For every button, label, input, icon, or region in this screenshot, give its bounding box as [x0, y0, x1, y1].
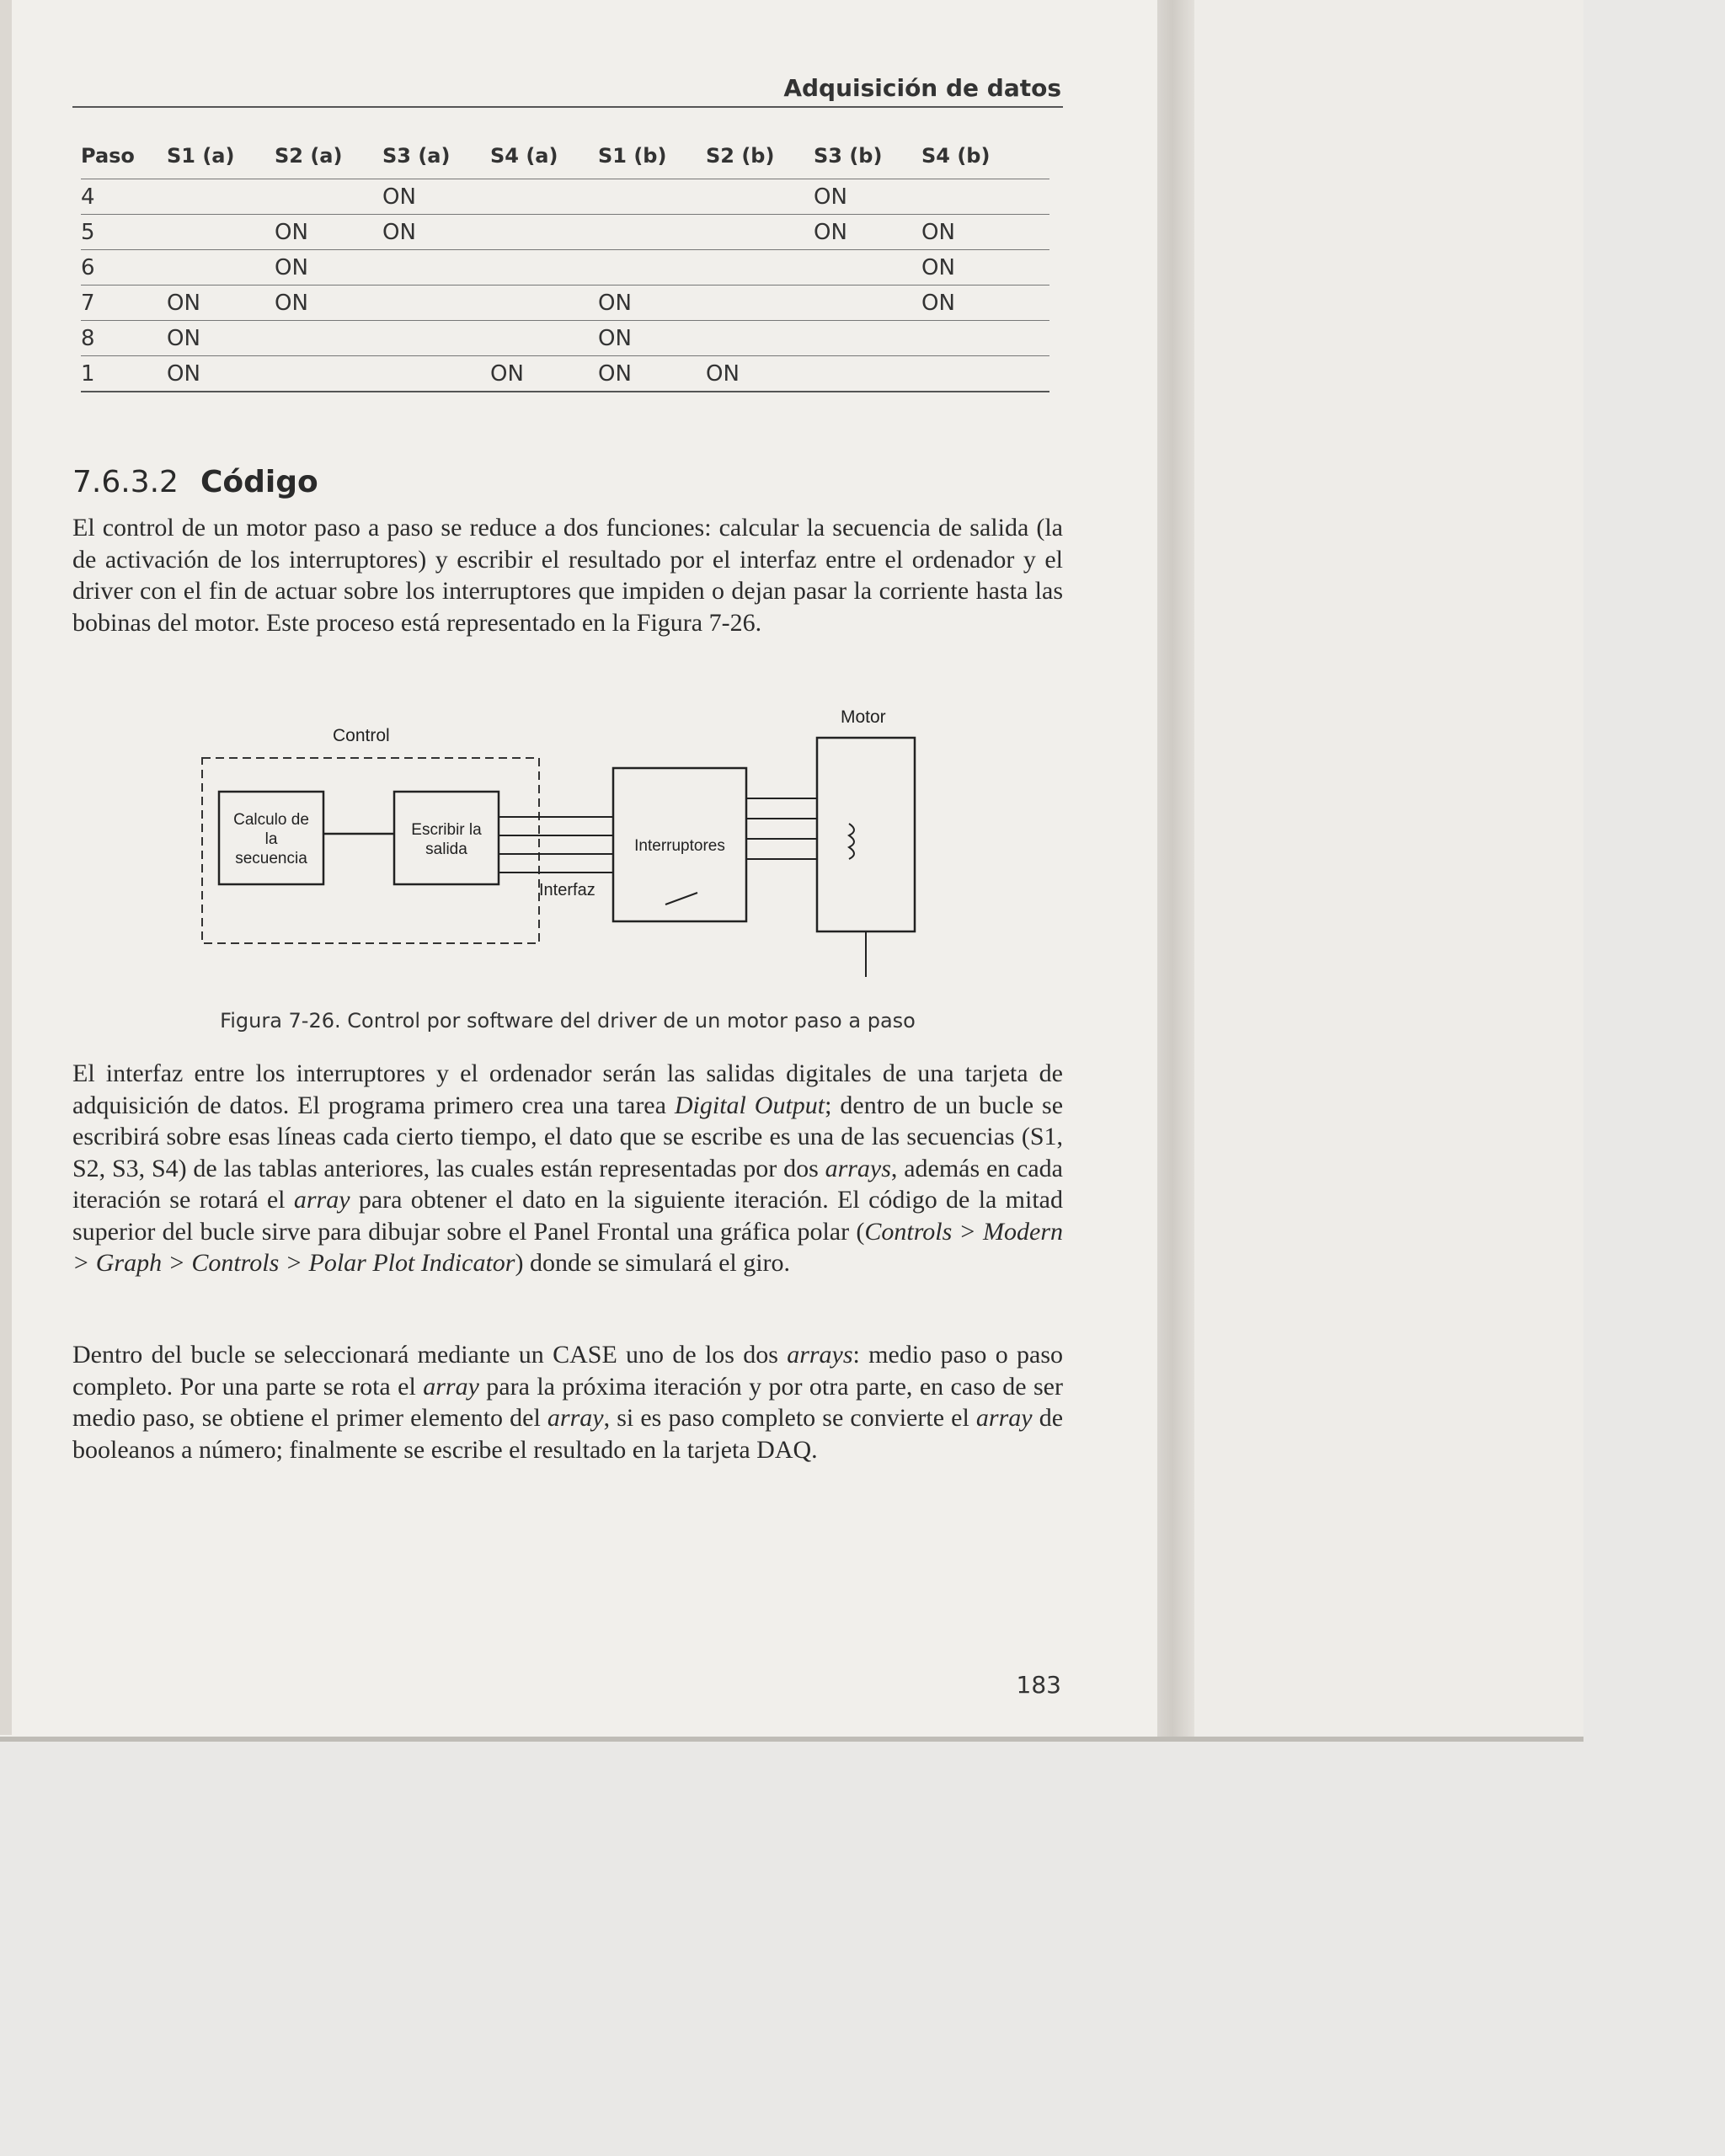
sequence-table: [81, 143, 1049, 392]
text-run: El interfaz entre los interruptores y el ordenador serán las salidas digitales de una tarjeta de adquisición de datos. El programa primero crea una tarea: [72, 1059, 1063, 1119]
table-cell: ON: [382, 179, 490, 215]
table-cell: 4: [81, 179, 167, 215]
table-cell: ON: [275, 215, 382, 250]
table-cell: [490, 321, 598, 356]
table-row: [81, 321, 1049, 356]
figure-caption: Figura 7-26. Control por software del driver de un motor paso a paso: [220, 1009, 916, 1033]
table-cell: [382, 250, 490, 286]
text-run: , además en cada iteración se rotará el: [72, 1154, 1063, 1214]
page-bottom-edge: [0, 1737, 1583, 1742]
write-label-line1: Escribir la: [411, 821, 482, 839]
table-row: [81, 215, 1049, 250]
column-header: S4 (a): [490, 144, 558, 168]
column-header: S4 (b): [921, 144, 991, 168]
italic-term: Digital Output: [674, 1091, 825, 1119]
table-cell: [382, 321, 490, 356]
column-header: S3 (a): [382, 144, 451, 168]
table-cell: ON: [167, 286, 275, 321]
switches-label: Interruptores: [634, 837, 725, 855]
text-run: : medio paso o paso completo. Por una parte se rota el: [72, 1341, 1063, 1401]
table-cell: ON: [275, 250, 382, 286]
table-cell: ON: [275, 286, 382, 321]
table-cell: ON: [382, 215, 490, 250]
table-cell: 7: [81, 286, 167, 321]
table-cell: ON: [921, 215, 1049, 250]
table-cell: [490, 179, 598, 215]
table-header-row: [81, 143, 1049, 179]
table-cell: [167, 250, 275, 286]
table-cell: [706, 250, 814, 286]
paragraph-loop: [72, 1339, 1063, 1465]
coil-symbol: [849, 824, 854, 859]
motor-label: Motor: [841, 707, 886, 727]
table-cell: ON: [598, 356, 706, 392]
table-cell: [706, 286, 814, 321]
write-label-line2: salida: [425, 841, 467, 858]
table-cell: ON: [921, 250, 1049, 286]
italic-term: arrays: [787, 1341, 853, 1369]
table-cell: ON: [167, 321, 275, 356]
table-cell: ON: [598, 286, 706, 321]
table-cell: [490, 286, 598, 321]
italic-term: Controls > Modern > Graph > Controls > Polar Plot Indicator: [72, 1217, 1064, 1277]
text-run: Dentro del bucle se seleccionará mediante un CASE uno de los dos: [72, 1341, 788, 1369]
italic-term: array: [423, 1372, 479, 1401]
motor-block: [817, 738, 915, 931]
italic-term: arrays: [825, 1154, 891, 1182]
switch-symbol: [665, 893, 697, 905]
text-run: ) donde se simulará el giro.: [515, 1249, 791, 1277]
italic-term: array: [547, 1404, 604, 1432]
table-cell: ON: [814, 179, 921, 215]
page-number: 183: [1016, 1671, 1061, 1699]
table-row: [81, 250, 1049, 286]
book-spine-shadow: [1157, 0, 1194, 1742]
table-row: [81, 179, 1049, 215]
column-header: S1 (b): [598, 144, 667, 168]
italic-term: array: [975, 1404, 1033, 1432]
table-row: [81, 286, 1049, 321]
text-run: para obtener el dato en la siguiente iteración. El código de la mitad superior del bucle sirve para dibujar sobre el Panel Frontal una gráfica polar (: [72, 1186, 1064, 1246]
italic-term: array: [293, 1186, 350, 1214]
table-cell: [598, 179, 706, 215]
text-run: ; dentro de un bucle se escribirá sobre esas líneas cada cierto tiempo, el dato que se escribe es una de las secuencias (S1, S2, S3, S4) de las tablas anteriores, las cuales están representadas por dos: [72, 1091, 1064, 1182]
column-header: S2 (b): [706, 144, 775, 168]
column-header: S1 (a): [167, 144, 235, 168]
block-diagram: [194, 699, 952, 985]
table-cell: [921, 356, 1049, 392]
table-cell: 1: [81, 356, 167, 392]
table-cell: 5: [81, 215, 167, 250]
text-run: , si es paso completo se convierte el: [603, 1404, 976, 1432]
section-number: 7.6.3.2: [72, 465, 179, 499]
table-cell: [598, 215, 706, 250]
table-cell: [167, 179, 275, 215]
calc-label-line1: Calculo de: [233, 811, 309, 829]
table-cell: [490, 250, 598, 286]
paragraph-interface: [72, 1058, 1063, 1279]
table-cell: ON: [167, 356, 275, 392]
table-cell: [706, 179, 814, 215]
table-cell: [921, 179, 1049, 215]
section-title: Código: [200, 465, 318, 499]
table-cell: [382, 356, 490, 392]
table-cell: [490, 215, 598, 250]
facing-page: [1194, 0, 1583, 1742]
table-cell: [382, 286, 490, 321]
table-cell: [814, 250, 921, 286]
calc-label-line3: secuencia: [235, 850, 307, 867]
text-run: para la próxima iteración y por otra parte, en caso de ser medio paso, se obtiene el primer elemento del: [72, 1372, 1063, 1432]
table-cell: ON: [598, 321, 706, 356]
table-cell: ON: [814, 215, 921, 250]
table-cell: 8: [81, 321, 167, 356]
table-cell: [167, 215, 275, 250]
table-cell: ON: [490, 356, 598, 392]
table-cell: [275, 179, 382, 215]
table-cell: [275, 321, 382, 356]
table-cell: [598, 250, 706, 286]
control-label: Control: [333, 726, 390, 745]
section-heading: [72, 465, 318, 499]
calc-label-line2: la: [264, 830, 278, 848]
table-cell: [814, 356, 921, 392]
table-cell: [275, 356, 382, 392]
table-cell: [706, 215, 814, 250]
table-cell: ON: [706, 356, 814, 392]
paragraph-intro: El control de un motor paso a paso se reduce a dos funciones: calcular la secuencia de salida (la de activación de los interruptores) y escribir el resultado por el interfaz entre el ordenador y el driver con el fin de actuar sobre los interruptores que impiden o dejan pasar la corriente hasta las bobinas del motor. Este proceso está representado en la Figura 7-26.: [72, 514, 1063, 637]
column-header: Paso: [81, 144, 135, 168]
table-cell: [814, 286, 921, 321]
text-run: de booleanos a número; finalmente se escribe el resultado en la tarjeta DAQ.: [72, 1404, 1064, 1464]
table-cell: [706, 321, 814, 356]
table-cell: [814, 321, 921, 356]
column-header: S3 (b): [814, 144, 883, 168]
column-header: S2 (a): [275, 144, 343, 168]
header-rule: [72, 106, 1063, 108]
table-cell: [921, 321, 1049, 356]
interface-label: Interfaz: [539, 881, 595, 899]
table-cell: ON: [921, 286, 1049, 321]
page-edge: [0, 0, 12, 1735]
table-cell: 6: [81, 250, 167, 286]
table-row: [81, 356, 1049, 392]
running-header: Adquisición de datos: [783, 74, 1061, 102]
